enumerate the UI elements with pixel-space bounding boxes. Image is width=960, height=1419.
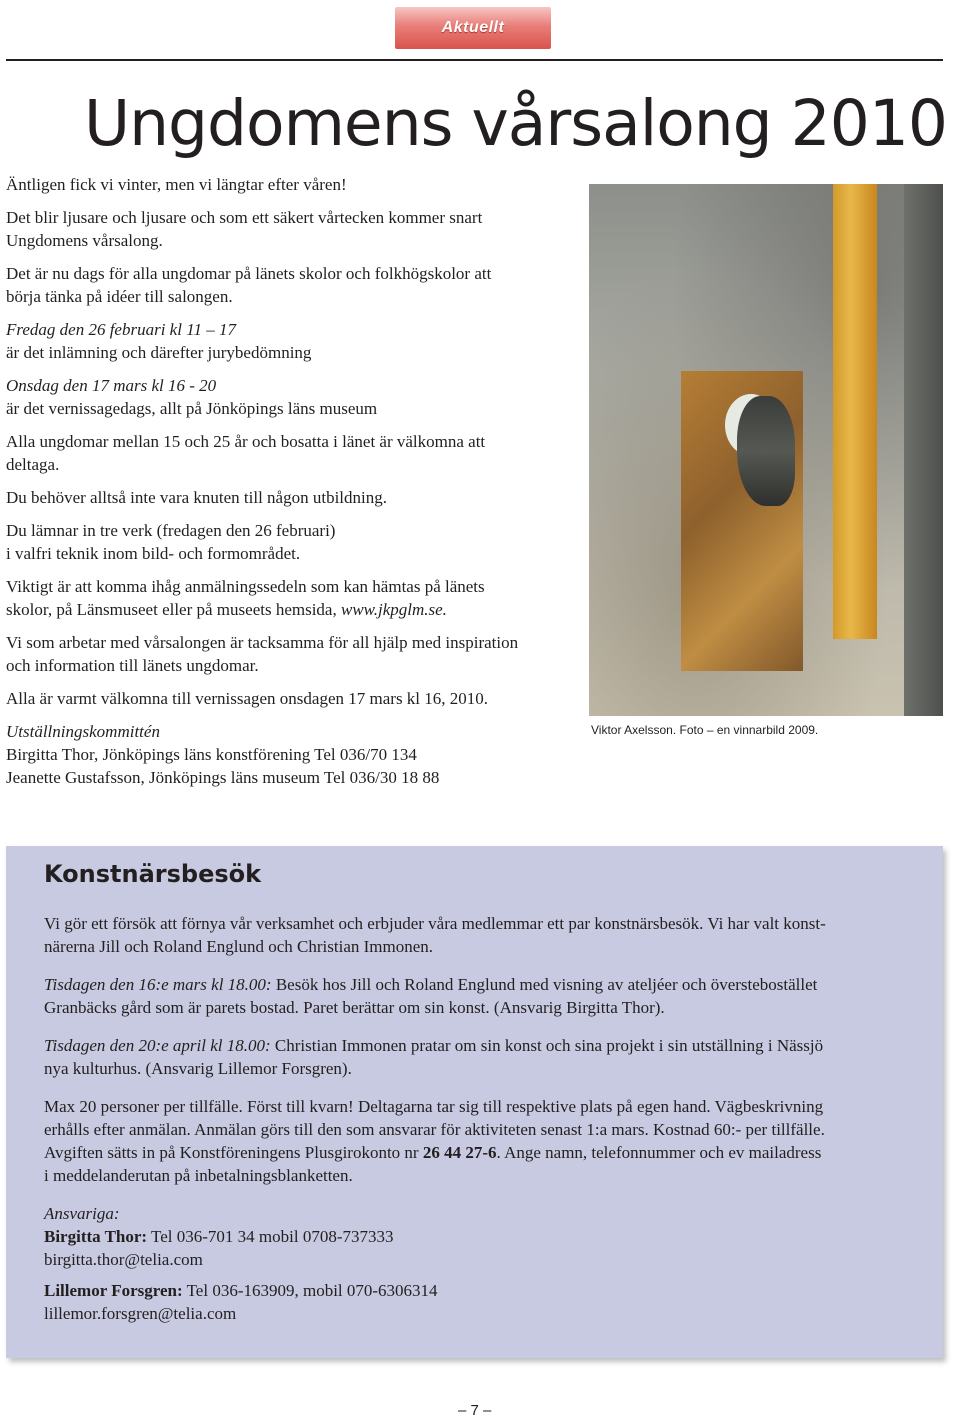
contact-line: Jeanette Gustafsson, Jönköpings läns museum Tel 036/30 18 88 bbox=[6, 768, 440, 787]
date-vernissage: Onsdag den 17 mars kl 16 - 20 bbox=[6, 376, 217, 395]
body-text: och information till länets ungdomar. bbox=[6, 656, 259, 675]
body-text: närerna Jill och Roland Englund och Christian Immonen. bbox=[44, 937, 434, 956]
body-text: Du lämnar in tre verk (fredagen den 26 februari) bbox=[6, 521, 336, 540]
intro-text: Äntligen fick vi vinter, men vi längtar efter våren! bbox=[6, 175, 347, 194]
intro-text: Det blir ljusare och ljusare och som ett säkert vårtecken kommer snart bbox=[6, 208, 483, 227]
intro-paragraph-2 bbox=[6, 206, 571, 252]
box-body bbox=[44, 912, 904, 1340]
committee-label: Utställningskommittén bbox=[6, 722, 160, 741]
intro-text: Ungdomens vårsalong. bbox=[6, 231, 163, 250]
person-1-email[interactable]: birgitta.thor@telia.com bbox=[44, 1250, 203, 1269]
responsible-label: Ansvariga: bbox=[44, 1204, 120, 1223]
form-paragraph bbox=[6, 575, 571, 621]
body-text: Du behöver alltså inte vara knuten till någon utbildning. bbox=[6, 488, 387, 507]
body-text: Avgiften sätts in på Konstföreningens Plusgirokonto nr bbox=[44, 1143, 423, 1162]
yellow-post bbox=[833, 184, 877, 639]
artwork-photo bbox=[589, 184, 943, 716]
body-text: Granbäcks gård som är parets bostad. Paret berättar om sin konst. (Ansvarig Birgitta Thor). bbox=[44, 998, 665, 1017]
visit-1-date: Tisdagen den 16:e mars kl 18.00: bbox=[44, 975, 272, 994]
body-text: i meddelanderutan på inbetalningsblanketten. bbox=[44, 1166, 353, 1185]
header-divider bbox=[6, 59, 943, 61]
date-vernissage-text: är det vernissagedags, allt på Jönköpings läns museum bbox=[6, 399, 378, 418]
date-block-2 bbox=[6, 374, 571, 420]
responsible-2 bbox=[44, 1279, 904, 1325]
website-link[interactable]: www.jkpglm.se. bbox=[340, 600, 447, 619]
dark-wall bbox=[904, 184, 943, 716]
welcome-paragraph bbox=[6, 430, 571, 476]
body-text: Viktigt är att komma ihåg anmälningssedeln som kan hämtas på länets bbox=[6, 577, 485, 596]
date-submission-text: är det inlämning och därefter jurybedömning bbox=[6, 343, 312, 362]
account-number: 26 44 27-6 bbox=[422, 1143, 497, 1162]
visit-2-date: Tisdagen den 20:e april kl 18.00: bbox=[44, 1036, 271, 1055]
box-title: Konstnärsbesök bbox=[44, 860, 262, 888]
person-1-phone: Tel 036-701 34 mobil 0708-737333 bbox=[147, 1227, 394, 1246]
intro-paragraph-3 bbox=[6, 262, 571, 308]
thanks-paragraph bbox=[6, 631, 571, 677]
person-2-email[interactable]: lillemor.forsgren@telia.com bbox=[44, 1304, 237, 1323]
body-text: erhålls efter anmälan. Anmälan görs till den som ansvarar för aktiviteten senast 1:a mars. Kostnad 60:- per tillfälle. bbox=[44, 1120, 825, 1139]
body-text: skolor, på Länsmuseet eller på museets hemsida, bbox=[6, 600, 341, 619]
article-body bbox=[6, 173, 571, 799]
visit-2 bbox=[44, 1034, 904, 1080]
visit-1 bbox=[44, 973, 904, 1019]
artist-visits-box bbox=[6, 846, 943, 1358]
body-text: Vi som arbetar med vårsalongen är tacksamma för all hjälp med inspiration bbox=[6, 633, 519, 652]
body-text: Alla är varmt välkomna till vernissagen onsdagen 17 mars kl 16, 2010. bbox=[6, 689, 489, 708]
date-block-1 bbox=[6, 318, 571, 364]
hanging-cloth bbox=[737, 396, 795, 506]
body-text: Alla ungdomar mellan 15 och 25 år och bosatta i länet är välkomna att bbox=[6, 432, 486, 451]
body-text: Vi gör ett försök att förnya vår verksamhet och erbjuder våra medlemmar ett par konstnärsbesök. Vi har valt konst- bbox=[44, 914, 826, 933]
box-intro bbox=[44, 912, 904, 958]
invite-paragraph bbox=[6, 687, 571, 710]
intro-text: börja tänka på idéer till salongen. bbox=[6, 287, 233, 306]
body-text: Besök hos Jill och Roland Englund med visning av ateljéer och överstebostället bbox=[271, 975, 818, 994]
body-text: deltaga. bbox=[6, 455, 60, 474]
person-2-phone: Tel 036-163909, mobil 070-6306314 bbox=[182, 1281, 438, 1300]
education-paragraph bbox=[6, 486, 571, 509]
date-submission: Fredag den 26 februari kl 11 – 17 bbox=[6, 320, 236, 339]
responsible-1 bbox=[44, 1202, 904, 1271]
body-text: i valfri teknik inom bild- och formområdet. bbox=[6, 544, 301, 563]
person-1-name: Birgitta Thor: bbox=[44, 1227, 148, 1246]
contact-line: Birgitta Thor, Jönköpings läns konstförening Tel 036/70 134 bbox=[6, 745, 417, 764]
intro-paragraph-1 bbox=[6, 173, 571, 196]
body-text: Max 20 personer per tillfälle. Först till kvarn! Deltagarna tar sig till respektive plats på egen hand. Vägbeskrivning bbox=[44, 1097, 824, 1116]
works-paragraph bbox=[6, 519, 571, 565]
section-tab-label: Aktuellt bbox=[441, 19, 505, 36]
article-title: Ungdomens vårsalong 2010 bbox=[84, 87, 948, 160]
body-text: nya kulturhus. (Ansvarig Lillemor Forsgren). bbox=[44, 1059, 352, 1078]
contact-block bbox=[6, 720, 571, 789]
page-number: – 7 – bbox=[458, 1402, 492, 1419]
info-paragraph bbox=[44, 1095, 904, 1187]
section-tab bbox=[395, 7, 551, 49]
photo-caption: Viktor Axelsson. Foto – en vinnarbild 2009. bbox=[591, 723, 819, 737]
body-text: Christian Immonen pratar om sin konst och sina projekt i sin utställning i Nässjö bbox=[270, 1036, 824, 1055]
body-text: . Ange namn, telefonnummer och ev mailadress bbox=[496, 1143, 822, 1162]
intro-text: Det är nu dags för alla ungdomar på länets skolor och folkhögskolor att bbox=[6, 264, 492, 283]
person-2-name: Lillemor Forsgren: bbox=[44, 1281, 183, 1300]
